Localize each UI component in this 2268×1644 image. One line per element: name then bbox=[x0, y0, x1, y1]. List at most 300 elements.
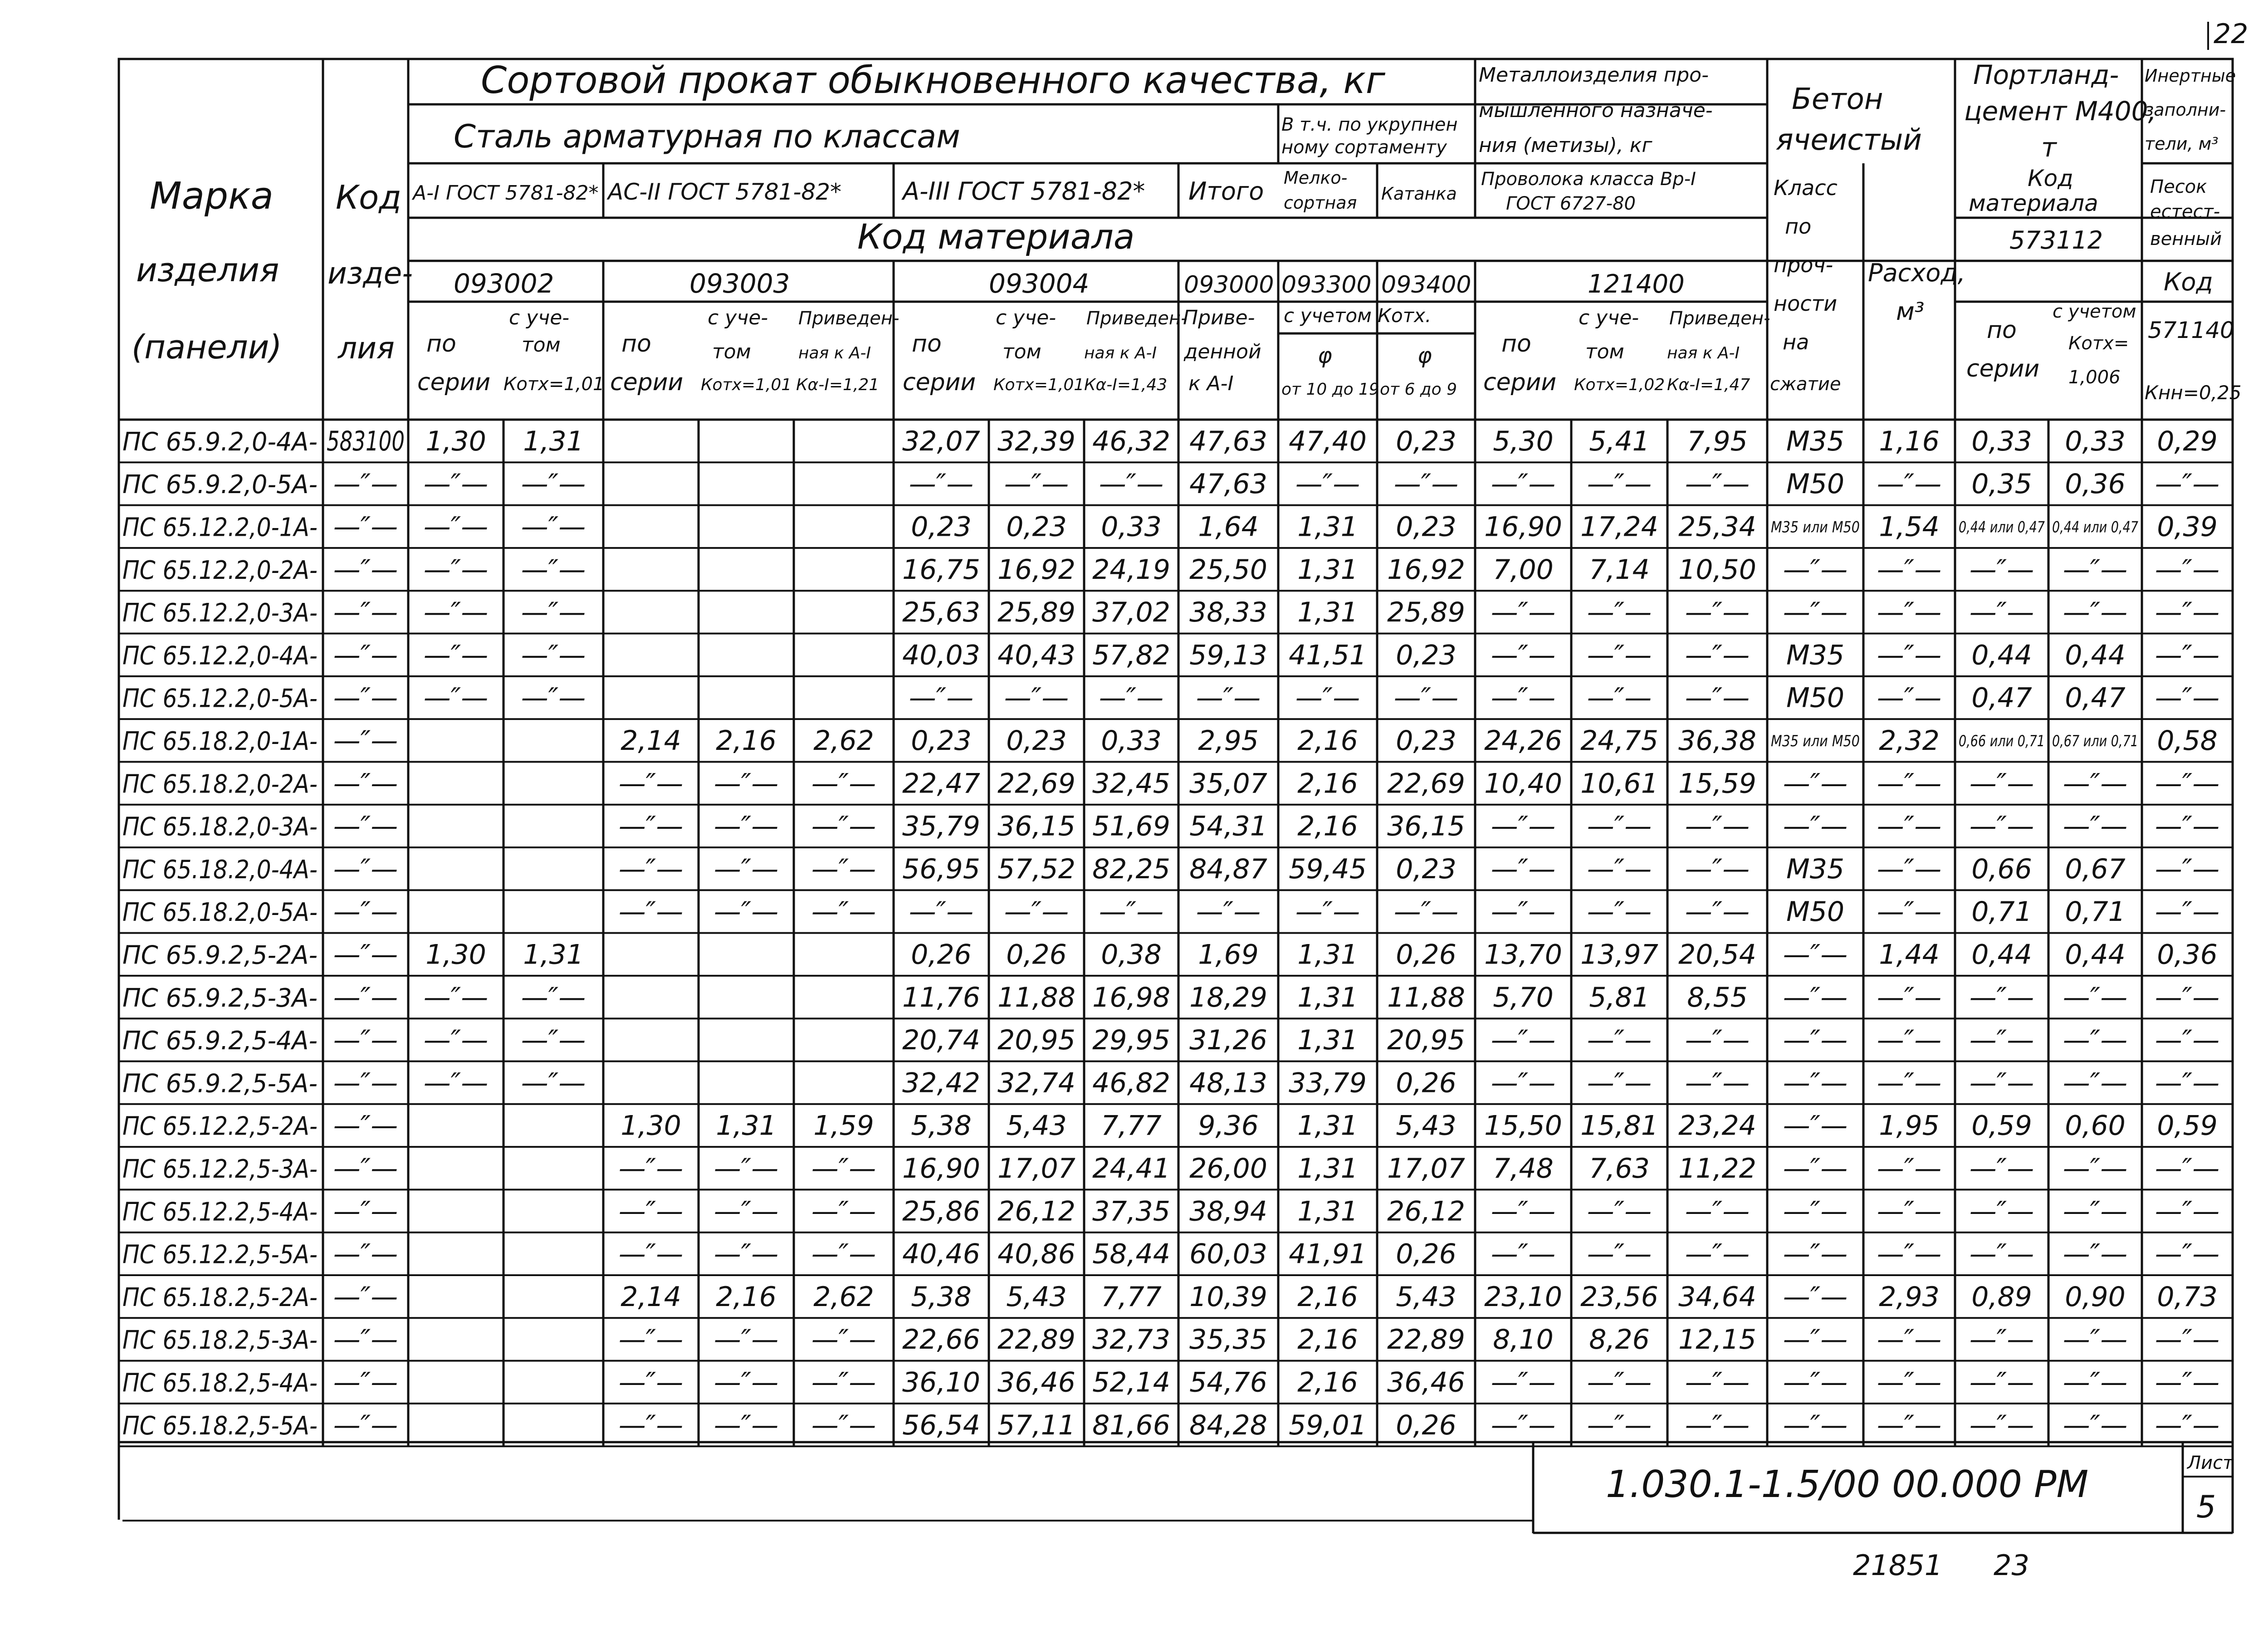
table-cell: —″— bbox=[1004, 468, 1069, 500]
header-code-pesok-label: Код bbox=[2164, 268, 2213, 296]
header-provoloka: ГОСТ 6727-80 bbox=[1506, 193, 1636, 214]
table-row bbox=[122, 1067, 2219, 1099]
table-cell: 2,16 bbox=[716, 724, 777, 757]
table-cell: —″— bbox=[1099, 682, 1164, 714]
table-cell: 0,73 bbox=[2157, 1281, 2218, 1313]
table-cell: —″— bbox=[1295, 682, 1360, 714]
table-cell: —″— bbox=[1783, 939, 1848, 971]
table-cell: 25,89 bbox=[997, 597, 1075, 629]
table-cell: 40,86 bbox=[997, 1238, 1075, 1270]
header-katanka: Катанка bbox=[1381, 184, 1457, 204]
table-cell: —″— bbox=[521, 682, 586, 714]
header-labels bbox=[132, 59, 2241, 404]
table-cell: 0,23 bbox=[1396, 639, 1457, 671]
table-cell: —″— bbox=[1491, 896, 1556, 928]
table-cell: —″— bbox=[1587, 597, 1652, 629]
table-cell: —″— bbox=[521, 1024, 586, 1057]
table-cell: 56,54 bbox=[902, 1409, 980, 1441]
table-cell: —″— bbox=[1783, 1281, 1848, 1313]
table-cell: 5,43 bbox=[1006, 1281, 1067, 1313]
table-cell: 84,28 bbox=[1189, 1409, 1267, 1441]
table-cell: 24,75 bbox=[1580, 724, 1658, 757]
table-cell: 16,98 bbox=[1092, 981, 1170, 1013]
table-cell: —″— bbox=[1685, 1238, 1750, 1270]
table-cell: —″— bbox=[333, 1324, 398, 1356]
table-cell: —″— bbox=[1685, 639, 1750, 671]
table-cell: —″— bbox=[618, 1238, 684, 1270]
table-cell: 59,01 bbox=[1289, 1409, 1367, 1441]
table-cell: 0,26 bbox=[1396, 1409, 1457, 1441]
table-cell: —″— bbox=[1877, 810, 1942, 842]
table-cell: М35 или М50 bbox=[1771, 732, 1860, 750]
subhead-privedennaya: Приведен- bbox=[1669, 308, 1770, 329]
table-cell: —″— bbox=[1587, 896, 1652, 928]
subhead-privedennaya: Кα-I=1,21 bbox=[796, 376, 880, 394]
table-row bbox=[122, 1153, 2219, 1184]
subhead-po-serii: серии bbox=[610, 369, 684, 396]
table-cell: 9,36 bbox=[1198, 1110, 1259, 1142]
table-cell: 7,95 bbox=[1687, 425, 1748, 457]
table-cell: —″— bbox=[1877, 1324, 1942, 1356]
table-cell: 47,40 bbox=[1289, 425, 1367, 457]
table-cell: —″— bbox=[1587, 468, 1652, 500]
subhead-phi: от 10 до 19 bbox=[1281, 380, 1379, 399]
table-cell: —″— bbox=[1491, 682, 1556, 714]
table-cell: М50 bbox=[1786, 896, 1845, 928]
table-cell: 11,88 bbox=[997, 981, 1075, 1013]
subhead-s-uchetom: Котх=1,01 bbox=[701, 376, 792, 394]
table-cell: —″— bbox=[521, 1067, 586, 1099]
table-cell: —″— bbox=[1877, 768, 1942, 800]
row-marka: ПС 65.12.2,0-3А- bbox=[122, 598, 318, 628]
table-cell: М50 bbox=[1786, 468, 1845, 500]
table-cell: 7,63 bbox=[1589, 1152, 1650, 1184]
table-cell: —″— bbox=[333, 1152, 398, 1184]
document-code: 1.030.1-1.5/00 00.000 РМ bbox=[1606, 1463, 2089, 1506]
table-cell: 0,59 bbox=[1971, 1110, 2032, 1142]
table-cell: 16,90 bbox=[902, 1152, 980, 1184]
table-cell: —″— bbox=[1969, 1024, 2034, 1057]
table-cell: —″— bbox=[1685, 682, 1750, 714]
table-cell: —″— bbox=[811, 1195, 876, 1228]
table-cell: 0,23 bbox=[1396, 853, 1457, 885]
table-cell: 47,63 bbox=[1189, 425, 1267, 457]
table-cell: —″— bbox=[2063, 981, 2128, 1013]
table-cell: —″— bbox=[618, 1152, 684, 1184]
header-stal: Сталь арматурная по классам bbox=[454, 118, 960, 155]
table-cell: —″— bbox=[333, 981, 398, 1013]
header-inert: тели, м³ bbox=[2145, 134, 2219, 154]
table-cell: 1,31 bbox=[1297, 1152, 1358, 1184]
table-cell: —″— bbox=[1877, 1195, 1942, 1228]
table-cell: —″— bbox=[423, 682, 489, 714]
subhead-phi: φ bbox=[1418, 343, 1432, 368]
table-cell: —″— bbox=[333, 511, 398, 543]
table-row bbox=[122, 1324, 2219, 1355]
subhead-cem-po-serii: серии bbox=[1966, 355, 2040, 382]
table-cell: 13,70 bbox=[1484, 939, 1562, 971]
header-class-a1: А-I ГОСТ 5781-82* bbox=[413, 181, 599, 205]
table-cell: 0,71 bbox=[2065, 896, 2126, 928]
table-cell: —″— bbox=[423, 597, 489, 629]
table-cell: 23,24 bbox=[1678, 1110, 1756, 1142]
header-metallo: ния (метизы), кг bbox=[1479, 134, 1652, 157]
table-cell: —″— bbox=[1969, 1195, 2034, 1228]
table-cell: 1,31 bbox=[1297, 981, 1358, 1013]
table-cell: —″— bbox=[714, 1152, 779, 1184]
table-cell: —″— bbox=[811, 1238, 876, 1270]
table-cell: 2,16 bbox=[1297, 810, 1358, 842]
table-cell: 0,23 bbox=[911, 724, 972, 757]
table-cell: М50 bbox=[1786, 682, 1845, 714]
table-cell: —″— bbox=[423, 511, 489, 543]
table-cell: —″— bbox=[1587, 1067, 1652, 1099]
table-cell: 0,23 bbox=[911, 511, 972, 543]
table-cell: —″— bbox=[618, 1324, 684, 1356]
header-klass: сжатие bbox=[1770, 374, 1841, 395]
table-cell: —″— bbox=[1004, 896, 1069, 928]
header-pesok: естест- bbox=[2150, 201, 2220, 222]
row-marka: ПС 65.18.2,0-4А- bbox=[122, 855, 318, 885]
table-cell: —″— bbox=[2155, 768, 2220, 800]
table-cell: 40,46 bbox=[902, 1238, 980, 1270]
table-cell: —″— bbox=[2155, 1238, 2220, 1270]
row-marka: ПС 65.12.2,0-1А- bbox=[122, 513, 318, 543]
table-cell: 24,26 bbox=[1484, 724, 1562, 757]
table-cell: 1,31 bbox=[523, 425, 584, 457]
row-marka: ПС 65.12.2,5-3А- bbox=[122, 1154, 318, 1184]
subhead-privedennaya: ная к А-I bbox=[798, 344, 871, 362]
table-cell: 26,12 bbox=[997, 1195, 1075, 1228]
table-cell: —″— bbox=[1491, 1238, 1556, 1270]
table-cell: 5,41 bbox=[1589, 425, 1650, 457]
table-cell: 38,94 bbox=[1189, 1195, 1267, 1228]
table-cell: 5,43 bbox=[1006, 1110, 1067, 1142]
table-row bbox=[122, 682, 2219, 714]
header-portland: цемент М400, bbox=[1964, 96, 2156, 127]
header-beton: Бетон bbox=[1792, 83, 1883, 116]
subhead-s-uchetom: с уче- bbox=[1579, 306, 1639, 329]
table-cell: —″— bbox=[1491, 1366, 1556, 1399]
header-kod-materiala: Код материала bbox=[857, 216, 1135, 257]
table-cell: 0,44 bbox=[2065, 639, 2126, 671]
table-cell: —″— bbox=[1685, 853, 1750, 885]
table-cell: —″— bbox=[2063, 1366, 2128, 1399]
table-cell: 34,64 bbox=[1678, 1281, 1756, 1313]
table-cell: —″— bbox=[2155, 810, 2220, 842]
header-kod-mat: материала bbox=[1969, 190, 2098, 216]
table-row bbox=[122, 1366, 2219, 1398]
table-cell: —″— bbox=[1099, 896, 1164, 928]
header-portland: т bbox=[2041, 132, 2057, 163]
table-cell: 81,66 bbox=[1092, 1409, 1170, 1441]
table-cell: 1,54 bbox=[1879, 511, 1940, 543]
table-cell: —″— bbox=[811, 1366, 876, 1399]
table-cell: 51,69 bbox=[1092, 810, 1170, 842]
table-cell: —″— bbox=[1393, 682, 1459, 714]
header-rashod: м³ bbox=[1896, 297, 1925, 326]
table-cell: —″— bbox=[423, 1024, 489, 1057]
title-block bbox=[119, 1442, 2234, 1533]
table-cell: —″— bbox=[1491, 810, 1556, 842]
subhead-po-serii: по bbox=[912, 330, 942, 357]
table-cell: 0,44 или 0,47 bbox=[1959, 518, 2045, 537]
table-cell: 36,38 bbox=[1678, 724, 1756, 757]
header-rashod: Расход, bbox=[1868, 259, 1965, 287]
table-cell: 32,45 bbox=[1092, 768, 1170, 800]
table-cell: 25,34 bbox=[1678, 511, 1756, 543]
code-a1: 093002 bbox=[454, 268, 554, 299]
table-cell: —″— bbox=[1587, 1195, 1652, 1228]
table-cell: 13,97 bbox=[1580, 939, 1658, 971]
table-row bbox=[122, 639, 2219, 671]
table-cell: —″— bbox=[333, 768, 398, 800]
table-cell: 5,38 bbox=[911, 1281, 972, 1313]
table-cell: 0,23 bbox=[1006, 511, 1067, 543]
row-marka: ПС 65.18.2,5-5А- bbox=[122, 1411, 318, 1441]
row-marka: ПС 65.9.2,5-2А- bbox=[122, 940, 318, 970]
subhead-po-serii: по bbox=[426, 330, 456, 357]
table-cell: —″— bbox=[1877, 1409, 1942, 1441]
table-cell: 7,77 bbox=[1101, 1281, 1162, 1313]
table-cell: 8,10 bbox=[1493, 1324, 1554, 1356]
table-cell: —″— bbox=[2063, 1152, 2128, 1184]
table-cell: 82,25 bbox=[1092, 853, 1170, 885]
table-cell: 0,29 bbox=[2157, 425, 2218, 457]
table-cell: —″— bbox=[1969, 553, 2034, 586]
table-cell: 36,10 bbox=[902, 1366, 980, 1399]
table-cell: 32,07 bbox=[902, 425, 980, 457]
table-cell: —″— bbox=[618, 1195, 684, 1228]
table-cell: —″— bbox=[1491, 597, 1556, 629]
table-cell: 2,16 bbox=[1297, 1281, 1358, 1313]
code-katanka: 093400 bbox=[1381, 271, 1471, 298]
table-cell: —″— bbox=[909, 896, 974, 928]
table-cell: 40,43 bbox=[997, 639, 1075, 671]
table-cell: 57,52 bbox=[997, 853, 1075, 885]
table-cell: —″— bbox=[618, 768, 684, 800]
table-cell: —″— bbox=[1783, 1067, 1848, 1099]
table-cell: 7,48 bbox=[1493, 1152, 1554, 1184]
table-cell: —″— bbox=[2063, 1238, 2128, 1270]
table-cell: 60,03 bbox=[1189, 1238, 1267, 1270]
table-cell: —″— bbox=[333, 853, 398, 885]
table-cell: —″— bbox=[618, 853, 684, 885]
header-beton: ячеистый bbox=[1776, 123, 1922, 157]
table-cell: 22,89 bbox=[997, 1324, 1075, 1356]
table-cell: 17,24 bbox=[1580, 511, 1658, 543]
table-cell: —″— bbox=[811, 1324, 876, 1356]
table-cell: —″— bbox=[2063, 1324, 2128, 1356]
table-cell: —″— bbox=[333, 1067, 398, 1099]
table-row bbox=[122, 811, 2219, 842]
table-cell: —″— bbox=[1491, 468, 1556, 500]
table-cell: 59,13 bbox=[1189, 639, 1267, 671]
table-cell: 0,26 bbox=[1006, 939, 1067, 971]
table-cell: 1,30 bbox=[621, 1110, 681, 1142]
table-cell: —″— bbox=[1969, 1067, 2034, 1099]
table-cell: —″— bbox=[618, 896, 684, 928]
subhead-s-uchetom: Котх=1,02 bbox=[1574, 376, 1665, 394]
table-cell: 32,39 bbox=[997, 425, 1075, 457]
table-cell: —″— bbox=[333, 1024, 398, 1057]
table-cell: 5,30 bbox=[1493, 425, 1554, 457]
table-cell: 56,95 bbox=[902, 853, 980, 885]
table-cell: 18,29 bbox=[1189, 981, 1267, 1013]
table-cell: —″— bbox=[618, 810, 684, 842]
code-a3: 093004 bbox=[989, 268, 1090, 299]
row-marka: ПС 65.9.2,5-5А- bbox=[122, 1069, 318, 1099]
table-cell: 41,51 bbox=[1289, 639, 1367, 671]
table-cell: —″— bbox=[2155, 1324, 2220, 1356]
subhead-po-serii: серии bbox=[417, 369, 491, 396]
table-cell: —″— bbox=[714, 1195, 779, 1228]
table-cell: 0,66 bbox=[1971, 853, 2032, 885]
table-cell: 1,31 bbox=[523, 939, 584, 971]
table-cell: 11,88 bbox=[1387, 981, 1465, 1013]
table-cell: —″— bbox=[1783, 981, 1848, 1013]
table-cell: 0,35 bbox=[1971, 468, 2032, 500]
table-row bbox=[122, 768, 2219, 799]
subhead-privedennaya: Кα-I=1,47 bbox=[1667, 376, 1750, 394]
table-cell: 20,95 bbox=[1387, 1024, 1465, 1057]
table-cell: —″— bbox=[2063, 1067, 2128, 1099]
table-cell: —″— bbox=[1783, 1024, 1848, 1057]
table-cell: 47,63 bbox=[1189, 468, 1267, 500]
table-cell: —″— bbox=[2155, 1409, 2220, 1441]
table-cell: 1,16 bbox=[1879, 425, 1940, 457]
table-cell: 11,22 bbox=[1678, 1152, 1756, 1184]
table-cell: 11,76 bbox=[902, 981, 980, 1013]
table-cell: 38,33 bbox=[1189, 597, 1267, 629]
table-cell: —″— bbox=[2155, 553, 2220, 586]
table-cell: —″— bbox=[1783, 1152, 1848, 1184]
header-kod: лия bbox=[338, 331, 395, 366]
sheet-corner-number: 22 bbox=[2214, 18, 2248, 50]
table-cell: 84,87 bbox=[1189, 853, 1267, 885]
table-cell: —″— bbox=[1099, 468, 1164, 500]
table-cell: 0,90 bbox=[2065, 1281, 2126, 1313]
table-cell: —″— bbox=[811, 768, 876, 800]
table-cell: —″— bbox=[714, 853, 779, 885]
table-cell: —″— bbox=[2155, 1366, 2220, 1399]
table-cell: —″— bbox=[2155, 853, 2220, 885]
table-cell: 22,89 bbox=[1387, 1324, 1465, 1356]
table-cell: —″— bbox=[1491, 853, 1556, 885]
table-cell: —″— bbox=[333, 597, 398, 629]
table-cell: —″— bbox=[1685, 1366, 1750, 1399]
table-cell: 0,26 bbox=[1396, 1238, 1457, 1270]
table-cell: 40,03 bbox=[902, 639, 980, 671]
table-cell: —″— bbox=[423, 639, 489, 671]
header-pesok: Песок bbox=[2150, 176, 2207, 197]
subhead-phi: φ bbox=[1318, 343, 1332, 368]
table-cell: —″— bbox=[333, 553, 398, 586]
table-cell: —″— bbox=[1877, 553, 1942, 586]
table-cell: —″— bbox=[1295, 468, 1360, 500]
table-cell: 5,38 bbox=[911, 1110, 972, 1142]
table-cell: 0,26 bbox=[1396, 1067, 1457, 1099]
table-cell: 0,66 или 0,71 bbox=[1959, 732, 2045, 750]
table-cell: —″— bbox=[1587, 1409, 1652, 1441]
row-marka: ПС 65.12.2,0-5А- bbox=[122, 684, 318, 714]
table-cell: 35,35 bbox=[1189, 1324, 1267, 1356]
table-cell: 36,46 bbox=[997, 1366, 1075, 1399]
table-row bbox=[122, 853, 2219, 885]
table-cell: —″— bbox=[1685, 468, 1750, 500]
table-cell: —″— bbox=[1969, 1152, 2034, 1184]
table-cell: 58,44 bbox=[1092, 1238, 1170, 1270]
table-cell: 41,91 bbox=[1289, 1238, 1367, 1270]
table-cell: 36,15 bbox=[997, 810, 1075, 842]
table-cell: —″— bbox=[1969, 1366, 2034, 1399]
table-cell: —″— bbox=[811, 1152, 876, 1184]
subhead-po-serii: по bbox=[1501, 330, 1531, 357]
table-cell: 54,31 bbox=[1189, 810, 1267, 842]
header-kod-mat: Код bbox=[2028, 165, 2073, 191]
table-cell: —″— bbox=[2155, 1024, 2220, 1057]
table-cell: —″— bbox=[714, 1238, 779, 1270]
subhead-s-uchetom: Котх=1,01 bbox=[503, 374, 605, 395]
table-cell: 16,90 bbox=[1484, 511, 1562, 543]
table-cell: —″— bbox=[333, 1238, 398, 1270]
header-sortovoi: Сортовой прокат обыкновенного качества, кг bbox=[481, 59, 1385, 102]
table-cell: 0,44 bbox=[1971, 639, 2032, 671]
table-cell: 54,76 bbox=[1189, 1366, 1267, 1399]
row-marka: ПС 65.18.2,0-1А- bbox=[122, 726, 318, 756]
table-cell: 22,69 bbox=[997, 768, 1075, 800]
table-cell: —″— bbox=[1783, 1324, 1848, 1356]
code-prov: 121400 bbox=[1588, 269, 1685, 299]
table-cell: 0,36 bbox=[2065, 468, 2126, 500]
table-cell: 26,12 bbox=[1387, 1195, 1465, 1228]
header-vtch: В т.ч. по укрупнен bbox=[1281, 114, 1458, 135]
code-as2: 093003 bbox=[689, 268, 790, 299]
table-cell: 0,89 bbox=[1971, 1281, 2032, 1313]
table-cell: —″— bbox=[333, 639, 398, 671]
table-cell: 2,93 bbox=[1879, 1281, 1940, 1313]
table-cell: 0,38 bbox=[1101, 939, 1162, 971]
table-cell: 2,32 bbox=[1879, 724, 1940, 757]
table-cell: —″— bbox=[1969, 981, 2034, 1013]
table-cell: —″— bbox=[1969, 810, 2034, 842]
table-cell: —″— bbox=[1393, 468, 1459, 500]
table-cell: —″— bbox=[521, 981, 586, 1013]
table-cell: —″— bbox=[1877, 1366, 1942, 1399]
table-cell: 29,95 bbox=[1092, 1024, 1170, 1057]
table-cell: 25,50 bbox=[1189, 553, 1267, 586]
table-cell: 1,30 bbox=[425, 939, 486, 971]
table-cell: 7,00 bbox=[1493, 553, 1554, 586]
table-cell: —″— bbox=[2155, 981, 2220, 1013]
list-number: 5 bbox=[2196, 1489, 2216, 1525]
table-cell: —″— bbox=[811, 1409, 876, 1441]
table-cell: 24,19 bbox=[1092, 553, 1170, 586]
table-cell: 25,86 bbox=[902, 1195, 980, 1228]
header-kod: Код bbox=[336, 178, 401, 216]
table-cell: —″— bbox=[2063, 810, 2128, 842]
subhead-privedennoi: к А-I bbox=[1188, 372, 1234, 395]
table-cell: 10,61 bbox=[1580, 768, 1658, 800]
table-cell: 0,59 bbox=[2157, 1110, 2218, 1142]
table-cell: —″— bbox=[1685, 1067, 1750, 1099]
header-itogo: Итого bbox=[1188, 177, 1264, 206]
table-cell: —″— bbox=[1783, 1366, 1848, 1399]
table-cell: —″— bbox=[333, 724, 398, 757]
table-cell: —″— bbox=[333, 1281, 398, 1313]
table-cell: —″— bbox=[2063, 597, 2128, 629]
table-cell: —″— bbox=[1587, 682, 1652, 714]
